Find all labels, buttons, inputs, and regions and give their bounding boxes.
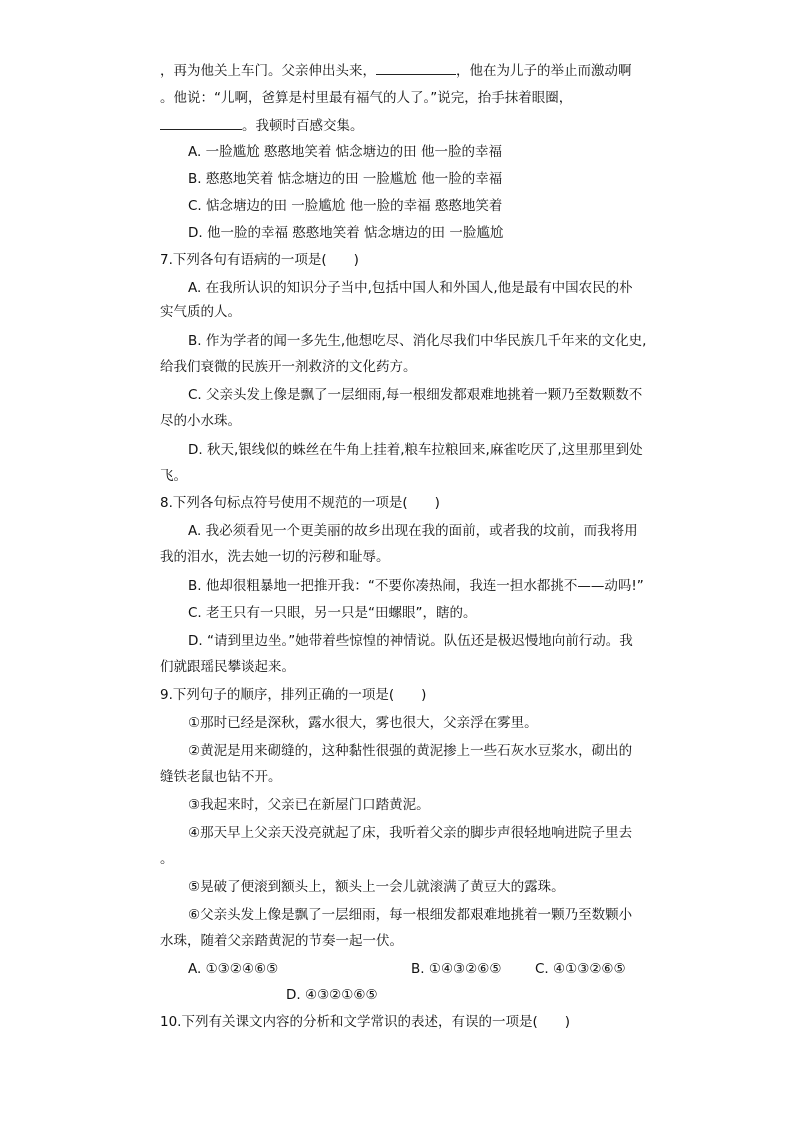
q9-option-a[interactable]: A. ①③②④⑥⑤ [188,961,279,977]
q9-sentence-2: ②黄泥是用来砌缝的，这种黏性很强的黄泥掺上一些石灰水豆浆水，砌出的 [188,743,633,759]
q6-option-a[interactable]: A. 一脸尴尬 憨憨地笑着 惦念塘边的田 他一脸的幸福 [188,144,502,160]
q8-option-a-cont: 我的泪水，洗去她一切的污秽和耻辱。 [160,549,390,565]
q6-option-c[interactable]: C. 惦念塘边的田 一脸尴尬 他一脸的幸福 憨憨地笑着 [188,198,503,214]
question-7: 7.下列各句有语病的一项是( ) [160,252,359,268]
q8-option-d[interactable]: D. “请到里边坐。”她带着些惊惶的神情说。队伍还是极迟慢地向前行动。我 [188,633,633,649]
q9-sentence-6-cont: 水珠，随着父亲踏黄泥的节奏一起一伏。 [160,933,403,949]
q8-option-a[interactable]: A. 我必须看见一个更美丽的故乡出现在我的面前，或者我的坟前，而我将用 [188,523,638,539]
q7-option-a[interactable]: A. 在我所认识的知识分子当中,包括中国人和外国人,他是最有中国农民的朴 [188,280,633,296]
passage-line-3: 。我顿时百感交集。 [160,115,364,136]
fill-blank-1[interactable] [376,60,456,75]
q8-option-b[interactable]: B. 他却很粗暴地一把推开我：“不要你凑热闹，我连一担水都挑不——动吗!” [188,578,644,594]
q6-option-b[interactable]: B. 憨憨地笑着 惦念塘边的田 一脸尴尬 他一脸的幸福 [188,171,503,187]
passage-line-2: 。他说：“儿啊，爸算是村里最有福气的人了。”说完，抬手抹着眼圈， [160,90,573,106]
q7-option-a-cont: 实气质的人。 [160,304,241,320]
q9-sentence-1: ①那时已经是深秋，露水很大，雾也很大，父亲浮在雾里。 [188,715,538,731]
q7-option-b-cont: 给我们衰微的民族开一剂救济的文化药方。 [160,359,417,375]
question-8: 8.下列各句标点符号使用不规范的一项是( ) [160,495,440,511]
q9-sentence-6: ⑥父亲头发上像是飘了一层细雨，每一根细发都艰难地挑着一颗乃至数颗小 [188,907,633,923]
q7-option-d-cont: 飞。 [160,468,187,484]
q7-option-d[interactable]: D. 秋天,银线似的蛛丝在牛角上挂着,粮车拉粮回来,麻雀吃厌了,这里那里到处 [188,442,643,458]
q8-option-d-cont: 们就跟瑶民攀谈起来。 [160,659,295,675]
q8-option-c[interactable]: C. 老王只有一只眼，另一只是“田螺眼”，瞎的。 [188,605,477,621]
q7-option-c-cont: 尽的小水珠。 [160,413,241,429]
q7-option-b[interactable]: B. 作为学者的闻一多先生,他想吃尽、消化尽我们中华民族几千年来的文化史, [188,333,647,349]
q9-sentence-3: ③我起来时，父亲已在新屋门口踏黄泥。 [188,797,430,813]
question-9: 9.下列句子的顺序，排列正确的一项是( ) [160,687,427,703]
q9-sentence-2-cont: 缝铁老鼠也钻不开。 [160,769,282,785]
q9-sentence-4-cont: 。 [160,851,174,867]
q9-sentence-5: ⑤晃破了便滚到额头上，额头上一会儿就滚满了黄豆大的露珠。 [188,879,565,895]
q6-option-d[interactable]: D. 他一脸的幸福 憨憨地笑着 惦念塘边的田 一脸尴尬 [188,225,504,241]
q9-option-d[interactable]: D. ④③②①⑥⑤ [286,987,378,1003]
q9-option-c[interactable]: C. ④①③②⑥⑤ [535,961,626,977]
q9-sentence-4: ④那天早上父亲天没亮就起了床，我听着父亲的脚步声很轻地响进院子里去 [188,825,633,841]
question-10: 10.下列有关课文内容的分析和文学常识的表述，有误的一项是( ) [160,1014,571,1030]
fill-blank-2[interactable] [160,115,242,130]
passage-line-1: ，再为他关上车门。父亲伸出头来， ，他在为儿子的举止而激动啊 [160,60,632,81]
q9-option-b[interactable]: B. ①④③②⑥⑤ [411,961,502,977]
q7-option-c[interactable]: C. 父亲头发上像是飘了一层细雨,每一根细发都艰难地挑着一颗乃至数颗数不 [188,387,643,403]
